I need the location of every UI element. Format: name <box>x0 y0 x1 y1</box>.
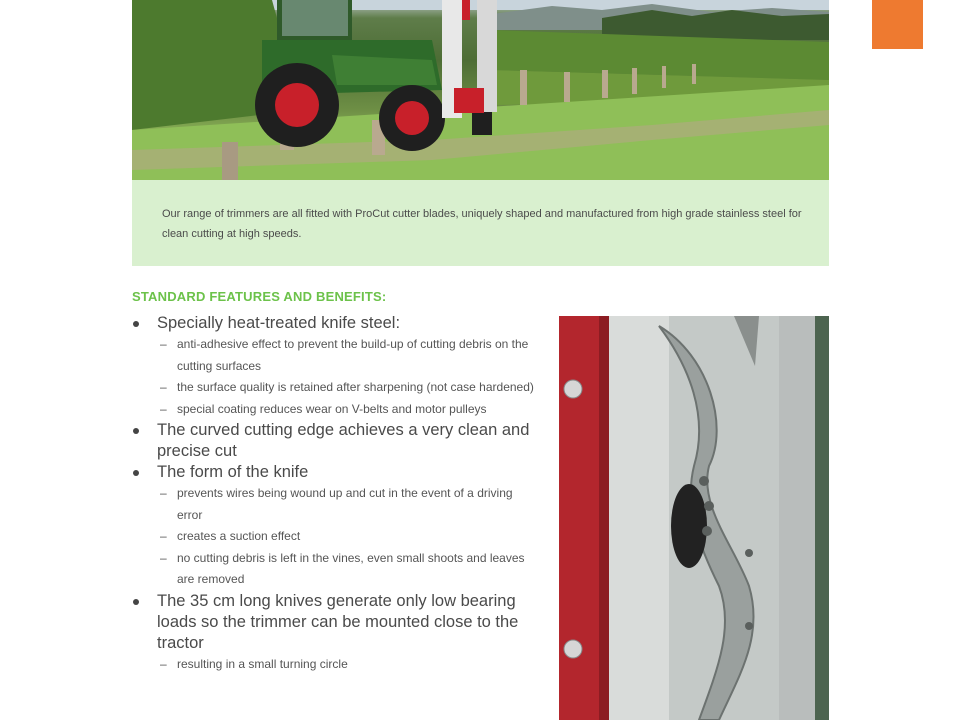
feature-item <box>130 420 550 462</box>
orange-corner-tab <box>872 0 923 49</box>
feature-subitem <box>130 483 537 526</box>
feature-subitem <box>130 526 537 548</box>
tractor-vineyard-photo <box>132 0 829 180</box>
feature-subitem-text: prevents wires being wound up and cut in the event of a driving error <box>177 486 513 522</box>
feature-label: The 35 cm long knives generate only low bearing loads so the trimmer can be mounted close to the tractor <box>157 591 519 652</box>
intro-callout <box>132 180 829 266</box>
feature-subitem <box>130 548 537 591</box>
dash-icon: – <box>160 656 167 671</box>
feature-subitem-text: the surface quality is retained after sharpening (not case hardened) <box>177 380 534 394</box>
dash-icon: – <box>160 337 167 351</box>
feature-subitem-text: anti-adhesive effect to prevent the build-up of cutting debris on the cutting surfaces <box>177 337 529 373</box>
bullet-icon <box>133 599 139 605</box>
feature-subitem <box>130 334 537 377</box>
feature-subitem-text: no cutting debris is left in the vines, even small shoots and leaves are removed <box>177 550 525 586</box>
dash-icon: – <box>160 529 167 543</box>
bullet-icon <box>133 428 139 434</box>
feature-subitem <box>130 377 537 399</box>
trimmer-blade-photo <box>559 316 829 720</box>
feature-item <box>130 462 550 483</box>
feature-item <box>130 313 550 334</box>
intro-text: Our range of trimmers are all fitted with ProCut cutter blades, uniquely shaped and manufactured from high grade stainless steel for clean cutting at high speeds. <box>162 208 802 240</box>
feature-label: The curved cutting edge achieves a very clean and precise cut <box>157 421 530 460</box>
feature-subitem-text: resulting in a small turning circle <box>177 656 348 671</box>
feature-subitem <box>130 654 537 676</box>
feature-label: Specially heat-treated knife steel: <box>157 314 401 332</box>
dash-icon: – <box>160 550 167 565</box>
features-list <box>130 313 550 675</box>
bullet-icon <box>133 321 139 327</box>
feature-item <box>130 591 550 654</box>
feature-subitem <box>130 399 537 421</box>
dash-icon: – <box>160 401 167 416</box>
dash-icon: – <box>160 380 167 394</box>
bullet-icon <box>133 470 139 476</box>
features-heading: STANDARD FEATURES AND BENEFITS: <box>132 289 387 304</box>
dash-icon: – <box>160 486 167 500</box>
feature-subitem-text: special coating reduces wear on V-belts and motor pulleys <box>177 401 487 416</box>
feature-label: The form of the knife <box>157 463 309 481</box>
feature-subitem-text: creates a suction effect <box>177 529 301 543</box>
